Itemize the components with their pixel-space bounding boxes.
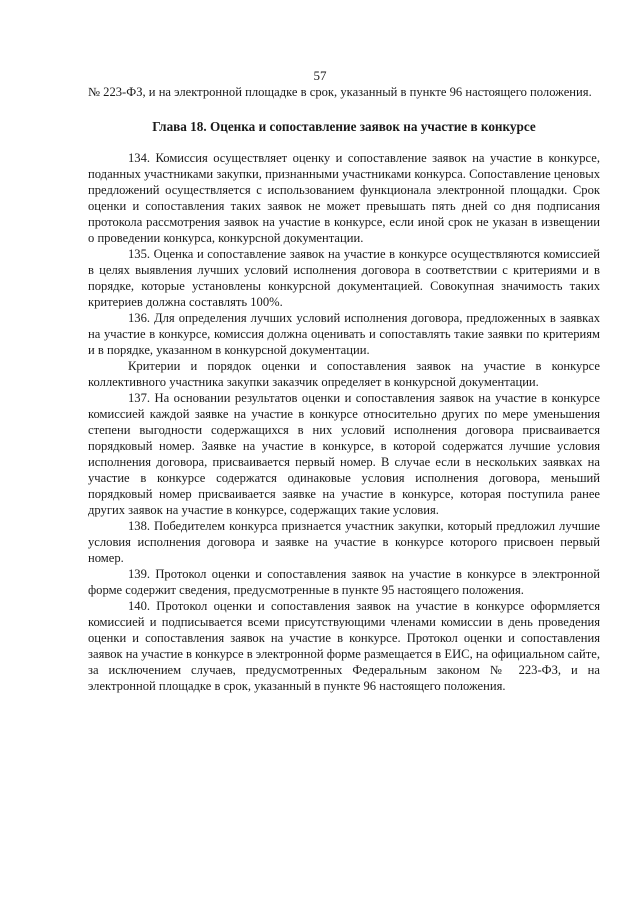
paragraph-134: 134. Комиссия осуществляет оценку и сопоставление заявок на участие в конкурсе, поданных участниками закупки, признанными участниками конкурса. Сопоставление ценовых предложений осуществляется с использованием функционала электронной площадки. Срок оценки и сопоставления таких заявок не может превышать пять дней со дня подписания протокола рассмотрения заявок на участие в конкурсе, если иной срок не указан в извещении о проведении конкурса, конкурсной документации.	[88, 151, 600, 245]
chapter-title: Глава 18. Оценка и сопоставление заявок на участие в конкурсе	[152, 119, 536, 134]
paragraph-139: 139. Протокол оценки и сопоставления заявок на участие в конкурсе в электронной форме содержит сведения, предусмотренные в пункте 95 настоящего положения.	[88, 567, 600, 597]
paragraph-135: 135. Оценка и сопоставление заявок на участие в конкурсе осуществляются комиссией в целях выявления лучших условий исполнения договора в соответствии с критериями и в порядке, которые установлены конкурсной документацией. Совокупная значимость таких критериев должна составлять 100%.	[88, 247, 600, 309]
document-body	[88, 84, 600, 694]
paragraph-136: 136. Для определения лучших условий исполнения договора, предложенных в заявках на участие в конкурсе, комиссия должна оценивать и сопоставлять такие заявки по критериям и в порядке, указанном в конкурсной документации.	[88, 311, 600, 357]
page-number: 57	[313, 68, 327, 83]
paragraph-138: 138. Победителем конкурса признается участник закупки, который предложил лучшие условия исполнения договора и заявке на участие в конкурсе которого присвоен первый номер.	[88, 519, 600, 565]
paragraph-140: 140. Протокол оценки и сопоставления заявок на участие в конкурсе оформляется комиссией и подписывается всеми присутствующими членами комиссии в день проведения оценки и сопоставления заявок на участие в конкурсе. Протокол оценки и сопоставления заявок на участие в конкурсе в электронной форме размещается в ЕИС, на официальном сайте, за исключением случаев, предусмотренных Федеральным законом № 223-ФЗ, и на электронной площадке в срок, указанный в пункте 96 настоящего положения.	[88, 599, 600, 693]
paragraph-136-criteria: Критерии и порядок оценки и сопоставления заявок на участие в конкурсе коллективного участника закупки заказчик определяет в конкурсной документации.	[88, 359, 600, 389]
intro-fragment: № 223-ФЗ, и на электронной площадке в срок, указанный в пункте 96 настоящего положения.	[88, 85, 592, 99]
paragraph-137: 137. На основании результатов оценки и сопоставления заявок на участие в конкурсе комиссией каждой заявке на участие в конкурсе относительно других по мере уменьшения степени выгодности содержащихся в них условий исполнения договора присваивается порядковый номер. Заявке на участие в конкурсе, в которой содержатся лучшие условия исполнения договора, присваивается первый номер. В случае если в нескольких заявках на участие в конкурсе содержатся одинаковые условия исполнения договора, меньший порядковый номер присваивается заявке на участие в конкурсе, которая поступила ранее других заявок на участие в конкурсе, содержащих такие условия.	[88, 391, 600, 517]
